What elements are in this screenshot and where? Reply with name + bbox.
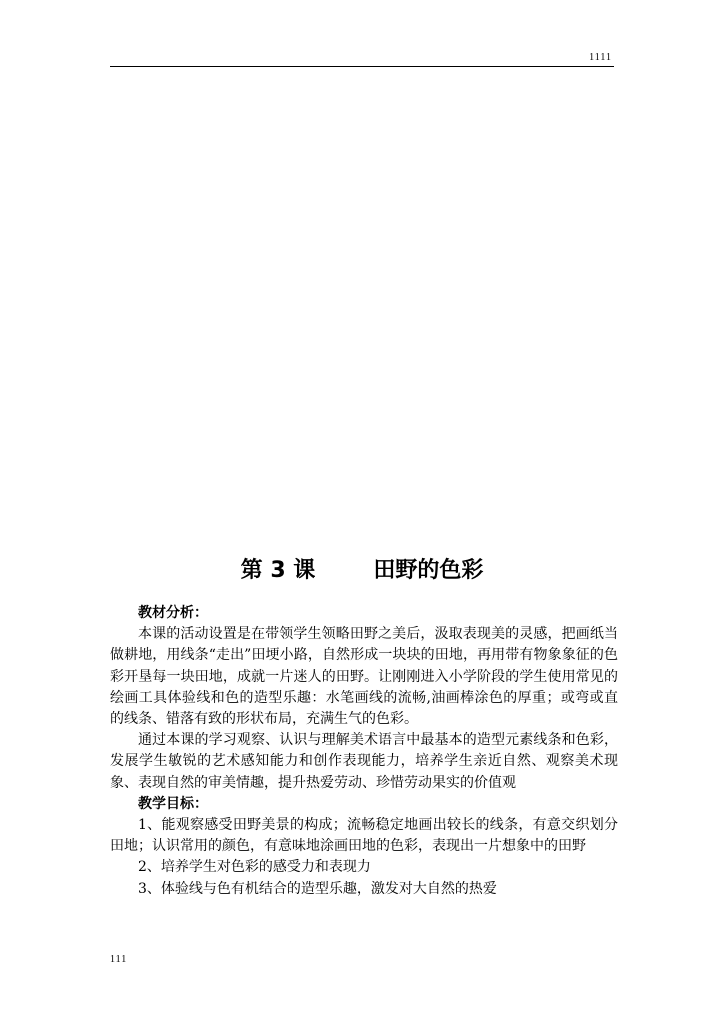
goal-item-3: 3、体验线与色有机结合的造型乐趣，激发对大自然的热爱	[138, 880, 497, 897]
analysis-paragraph-2: 通过本课的学习观察、认识与理解美术语言中最基本的造型元素线条和色彩，发展学生敏锐的艺术感知能力和创作表现能力，培养学生亲近自然、观察美术现象、表现自然的审美情趣，提升热爱劳动、珍惜劳动果实的价值观	[110, 732, 618, 791]
analysis-heading: 教材分析：	[138, 605, 208, 621]
document-body	[110, 603, 618, 900]
goals-heading: 教学目标：	[138, 795, 208, 812]
analysis-paragraph-1: 本课的活动设置是在带领学生领略田野之美后，汲取表现美的灵感，把画纸当做耕地，用线条“走出”田埂小路，自然形成一块块的田地，再用带有物象象征的色彩开垦每一块田地，成就一片迷人的田野。让刚刚进入小学阶段的学生使用常见的绘画工具体验线和色的造型乐趣：水笔画线的流畅,油画棒涂色的厚重；或弯或直的线条、错落有致的形状布局，充满生气的色彩。	[110, 626, 618, 728]
footer-page-number: 111	[110, 954, 128, 965]
lesson-name: 田野的色彩	[373, 558, 484, 583]
header-divider	[110, 66, 614, 67]
header-page-number: 1111	[589, 52, 612, 63]
goal-item-2: 2、培养学生对色彩的感受力和表现力	[138, 859, 371, 876]
lesson-number: 第 3 课	[240, 558, 316, 583]
lesson-title	[110, 553, 614, 584]
goal-item-1: 1、能观察感受田野美景的构成；流畅稳定地画出较长的线条，有意交织划分田地；认识常用的颜色，有意味地涂画田地的色彩，表现出一片想象中的田野	[110, 817, 618, 855]
